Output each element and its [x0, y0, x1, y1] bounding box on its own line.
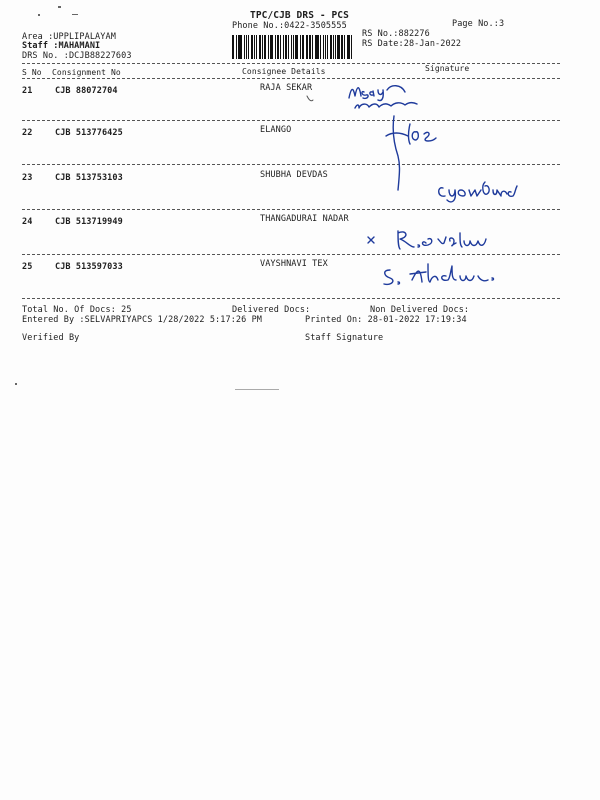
barcode-bar: [320, 35, 321, 59]
barcode-bar: [244, 35, 245, 59]
barcode-bar: [280, 35, 281, 59]
barcode-bar: [277, 35, 280, 59]
rs-date: RS Date:28-Jan-2022: [362, 39, 462, 49]
verified-by: Verified By: [22, 333, 80, 343]
phone-number: Phone No.:0422-3505555: [232, 21, 347, 31]
delivered-docs: Delivered Docs:: [232, 305, 311, 315]
barcode-bar: [239, 35, 242, 59]
barcode-bar: [270, 35, 271, 59]
row-consignee: VAYSHNAVI TEX: [260, 259, 328, 269]
row-consignee: THANGADURAI NADAR: [260, 214, 349, 224]
barcode-bar: [275, 35, 276, 59]
barcode-bar: [302, 35, 303, 59]
barcode-bar: [309, 35, 311, 59]
barcode-bar: [341, 35, 343, 59]
barcode-bar: [333, 35, 334, 59]
barcode-bar: [303, 35, 304, 59]
barcode-bar: [335, 35, 336, 59]
barcode-bar: [256, 35, 257, 59]
document-title: TPC/CJB DRS - PCS: [250, 10, 349, 21]
non-delivered-docs: Non Delivered Docs:: [370, 305, 470, 315]
barcode-bar: [285, 35, 287, 59]
scan-speck: [72, 14, 78, 15]
page-number: Page No.:3: [452, 19, 505, 29]
signature-row25: [380, 260, 520, 290]
scan-speck: [235, 389, 279, 390]
barcode-bar: [268, 35, 269, 59]
column-consignee: Consignee Details: [242, 67, 326, 76]
printed-on: Printed On: 28-01-2022 17:19:34: [305, 315, 467, 325]
barcode-bar: [347, 35, 348, 59]
signature-row24: [360, 225, 500, 255]
barcode-bar: [238, 35, 239, 59]
row-sno: 25: [22, 262, 33, 272]
column-sno: S No: [22, 68, 42, 77]
barcode-bar: [283, 35, 284, 59]
entered-by: Entered By :SELVAPRIYAPCS 1/28/2022 5:17:26 PM: [22, 315, 263, 325]
scan-speck: [15, 383, 17, 385]
row-consignment: CJB 88072704: [55, 86, 118, 96]
barcode-bar: [323, 35, 325, 59]
row-sno: 22: [22, 128, 33, 138]
barcode-bar: [291, 35, 292, 59]
column-divider: [22, 78, 560, 79]
barcode-bar: [232, 35, 234, 59]
row-consignment: CJB 513776425: [55, 128, 123, 138]
barcode-bar: [271, 35, 273, 59]
signature-row22: [380, 110, 440, 200]
staff-signature-label: Staff Signature: [305, 333, 384, 343]
row-sno: 23: [22, 173, 33, 183]
barcode-bar: [259, 35, 262, 59]
row-consignee: SHUBHA DEVDAS: [260, 170, 328, 180]
row-divider: [22, 209, 560, 210]
barcode-bar: [325, 35, 326, 59]
row-consignment: CJB 513753103: [55, 173, 123, 183]
barcode-bar: [254, 35, 255, 59]
header-divider: [22, 63, 560, 64]
barcode-bar: [337, 35, 340, 59]
row-consignment: CJB 513719949: [55, 217, 123, 227]
row-sno: 24: [22, 217, 33, 227]
row-consignee: ELANGO: [260, 125, 292, 135]
column-signature: Signature: [425, 64, 470, 73]
barcode-bar: [262, 35, 263, 59]
rs-number: RS No.:882276: [362, 29, 430, 39]
row-divider: [22, 298, 560, 299]
staff-field: Staff :MAHAMANI: [22, 41, 101, 51]
row-sno: 21: [22, 86, 33, 96]
barcode-bar: [236, 35, 237, 59]
barcode-bar: [315, 35, 316, 59]
barcode-bar: [316, 35, 319, 59]
barcode-bar: [300, 35, 301, 59]
barcode-bar: [330, 35, 332, 59]
barcode: [232, 35, 354, 59]
barcode-bar: [246, 35, 247, 59]
barcode-bar: [264, 35, 266, 59]
barcode-bar: [351, 35, 352, 59]
scan-speck: [58, 6, 61, 8]
column-consignment: Consignment No: [52, 68, 121, 77]
drs-number: DRS No. :DCJB88227603: [22, 51, 132, 61]
barcode-bar: [288, 35, 289, 59]
barcode-bar: [295, 35, 298, 59]
total-docs: Total No. Of Docs: 25: [22, 305, 132, 315]
barcode-bar: [327, 35, 328, 59]
barcode-bar: [312, 35, 313, 59]
row-consignee: RAJA SEKAR: [260, 83, 313, 93]
barcode-bar: [306, 35, 308, 59]
barcode-bar: [251, 35, 253, 59]
row-consignment: CJB 513597033: [55, 262, 123, 272]
area-field: Area :UPPLIPALAYAM: [22, 32, 116, 42]
barcode-bar: [348, 35, 350, 59]
barcode-bar: [248, 35, 250, 59]
signature-row23: [435, 176, 525, 206]
row-divider: [22, 120, 560, 121]
pen-mark: [305, 94, 317, 104]
scan-speck: [38, 14, 40, 16]
barcode-bar: [293, 35, 295, 59]
barcode-bar: [344, 35, 345, 59]
row-divider: [22, 164, 560, 165]
